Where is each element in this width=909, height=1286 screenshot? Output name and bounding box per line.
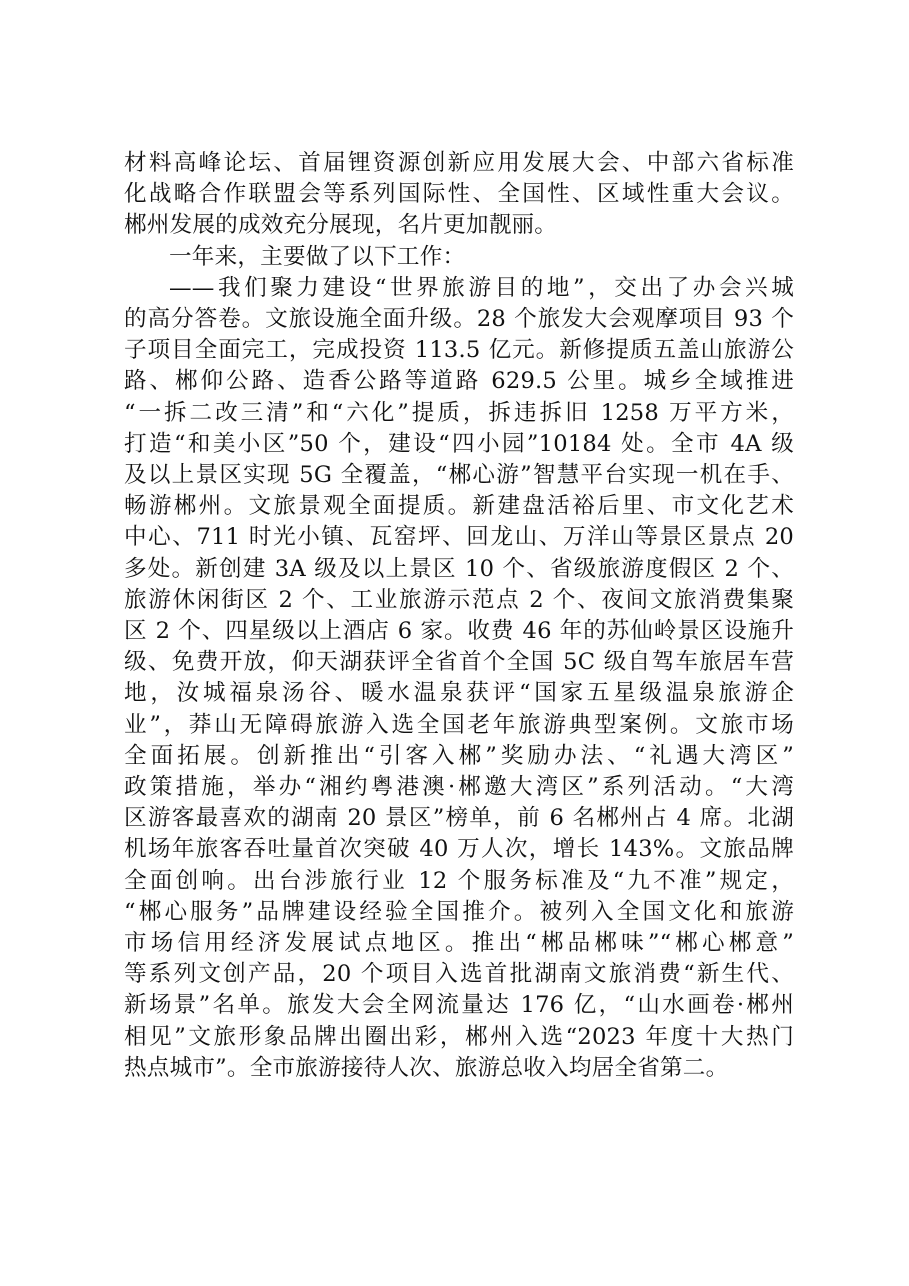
text-line: 新场景”名单。旅发大会全网流量达 176 亿，“山水画卷·郴州 xyxy=(124,992,794,1019)
text-line: 区 2 个、四星级以上酒店 6 家。收费 46 年的苏仙岭景区设施升 xyxy=(124,618,794,645)
text-line: 畅游郴州。文旅景观全面提质。新建盘活裕后里、市文化艺术 xyxy=(124,493,794,520)
text-line: 机场年旅客吞吐量首次突破 40 万人次，增长 143%。文旅品牌 xyxy=(124,836,794,863)
text-line: 化战略合作联盟会等系列国际性、全国性、区域性重大会议。 xyxy=(124,181,794,208)
text-line: 旅游休闲街区 2 个、工业旅游示范点 2 个、夜间文旅消费集聚 xyxy=(124,586,794,613)
text-line: 中心、711 时光小镇、瓦窑坪、回龙山、万洋山等景区景点 20 xyxy=(124,524,795,551)
paragraph-work-summary-lead xyxy=(124,242,794,273)
text-line: “一拆二改三清”和“六化”提质，拆违拆旧 1258 万平方米， xyxy=(124,399,794,426)
text-line: 一年来，主要做了以下工作： xyxy=(169,243,466,270)
document-page xyxy=(124,148,794,1084)
text-line: 打造“和美小区”50 个，建设“四小园”10184 处。全市 4A 级 xyxy=(124,430,794,457)
text-line: 等系列文创产品，20 个项目入选首批湖南文旅消费“新生代、 xyxy=(124,961,794,988)
text-line: 级、免费开放，仰天湖获评全省首个全国 5C 级自驾车旅居车营 xyxy=(124,649,794,676)
text-line: 地，汝城福泉汤谷、暖水温泉获评“国家五星级温泉旅游企 xyxy=(124,680,794,707)
text-line: 相见”文旅形象品牌出圈出彩，郴州入选“2023 年度十大热门 xyxy=(124,1023,794,1050)
text-line: 业”，莽山无障碍旅游入选全国老年旅游典型案例。文旅市场 xyxy=(124,711,794,738)
paragraph-tourism-destination xyxy=(124,273,794,1084)
text-line: ——我们聚力建设“世界旅游目的地”，交出了办会兴城 xyxy=(169,274,794,301)
paragraph-intro-continuation xyxy=(124,148,794,242)
text-line: 热点城市”。全市旅游接待人次、旅游总收入均居全省第二。 xyxy=(124,1054,729,1081)
text-line: 区游客最喜欢的湖南 20 景区”榜单，前 6 名郴州占 4 席。北湖 xyxy=(124,805,794,832)
text-line: 子项目全面完工，完成投资 113.5 亿元。新修提质五盖山旅游公 xyxy=(124,337,794,364)
text-line: 市场信用经济发展试点地区。推出“郴品郴味”“郴心郴意” xyxy=(124,930,794,957)
text-line: 路、郴仰公路、造香公路等道路 629.5 公里。城乡全域推进 xyxy=(124,368,794,395)
text-line: 的高分答卷。文旅设施全面升级。28 个旅发大会观摩项目 93 个 xyxy=(124,306,794,333)
text-line: 郴州发展的成效充分展现，名片更加靓丽。 xyxy=(124,212,558,239)
text-line: 全面创响。出台涉旅行业 12 个服务标准及“九不准”规定， xyxy=(124,867,794,894)
text-line: 全面拓展。创新推出“引客入郴”奖励办法、“礼遇大湾区” xyxy=(124,742,794,769)
text-line: 政策措施，举办“湘约粤港澳·郴邀大湾区”系列活动。“大湾 xyxy=(124,774,794,801)
text-line: 多处。新创建 3A 级及以上景区 10 个、省级旅游度假区 2 个、 xyxy=(124,555,794,582)
text-line: 材料高峰论坛、首届锂资源创新应用发展大会、中部六省标准 xyxy=(124,150,794,176)
text-line: “郴心服务”品牌建设经验全国推介。被列入全国文化和旅游 xyxy=(124,898,794,925)
text-line: 及以上景区实现 5G 全覆盖，“郴心游”智慧平台实现一机在手、 xyxy=(124,462,794,489)
